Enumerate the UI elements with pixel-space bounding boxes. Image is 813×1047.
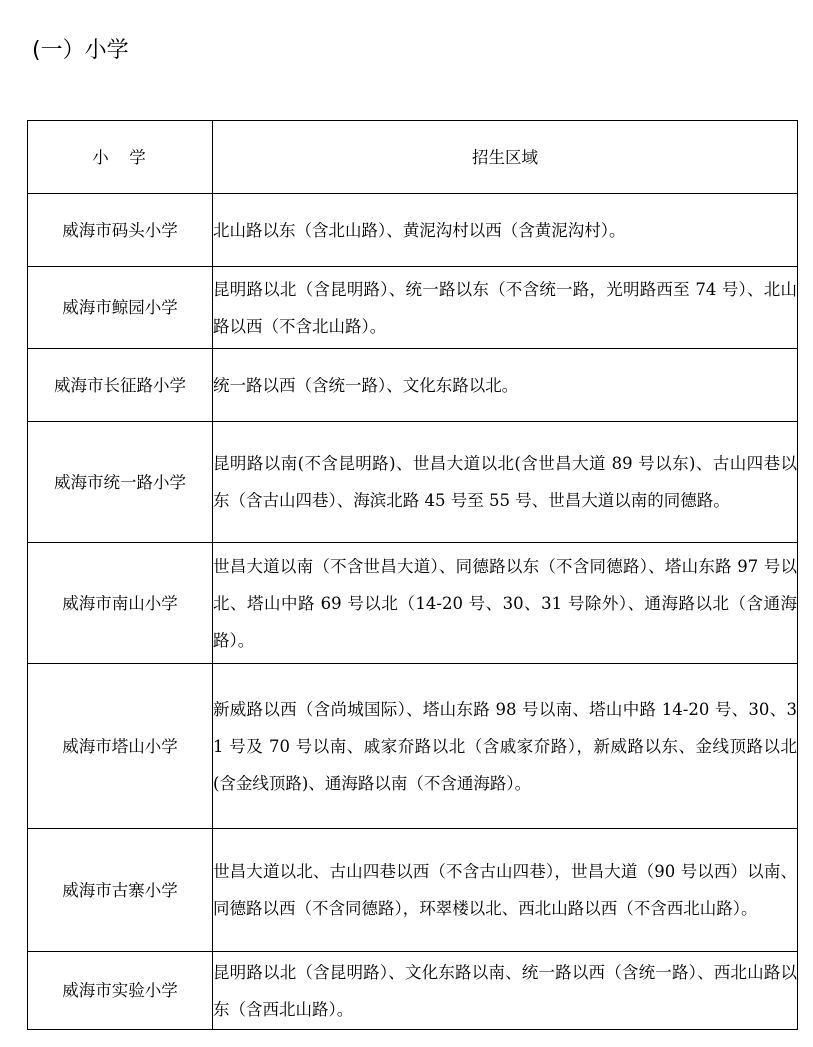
enrollment-area: 昆明路以北（含昆明路）、统一路以东（不含统一路，光明路西至 74 号）、北山路以西（不含北山路）。 (213, 267, 798, 349)
header-school: 小 学 (28, 121, 213, 194)
table-row (28, 267, 798, 349)
school-name: 威海市实验小学 (28, 952, 213, 1030)
school-name: 威海市塔山小学 (28, 664, 213, 829)
enrollment-area: 世昌大道以南（不含世昌大道）、同德路以东（不含同德路）、塔山东路 97 号以北、塔山中路 69 号以北（14-20 号、30、31 号除外）、通海路以北（含通海路）。 (213, 543, 798, 664)
enrollment-zone-table (27, 120, 798, 1030)
header-enrollment-area: 招生区域 (213, 121, 798, 194)
table-row (28, 422, 798, 543)
enrollment-area: 世昌大道以北、古山四巷以西（不含古山四巷），世昌大道（90 号以西）以南、同德路以西（不含同德路），环翠楼以北、西北山路以西（不含西北山路）。 (213, 829, 798, 952)
page-title: (一）小学 (32, 38, 129, 63)
school-name: 威海市码头小学 (28, 194, 213, 267)
school-name: 威海市鲸园小学 (28, 267, 213, 349)
school-name: 威海市长征路小学 (28, 349, 213, 422)
enrollment-area: 昆明路以北（含昆明路）、文化东路以南、统一路以西（含统一路）、西北山路以东（含西北山路）。 (213, 952, 798, 1030)
table-row (28, 952, 798, 1030)
table-row (28, 543, 798, 664)
table-row (28, 349, 798, 422)
school-name: 威海市古寨小学 (28, 829, 213, 952)
table-header-row (28, 121, 798, 194)
enrollment-area: 统一路以西（含统一路）、文化东路以北。 (213, 349, 798, 422)
table-row (28, 664, 798, 829)
enrollment-area: 北山路以东（含北山路）、黄泥沟村以西（含黄泥沟村）。 (213, 194, 798, 267)
school-name: 威海市南山小学 (28, 543, 213, 664)
school-name: 威海市统一路小学 (28, 422, 213, 543)
enrollment-area: 新威路以西（含尚城国际）、塔山东路 98 号以南、塔山中路 14-20 号、30、31 号及 70 号以南、戚家夼路以北（含戚家夼路），新威路以东、金线顶路以北(含金线顶路)、通海路以南（不含通海路）。 (213, 664, 798, 829)
enrollment-area: 昆明路以南(不含昆明路)、世昌大道以北(含世昌大道 89 号以东)、古山四巷以东（含古山四巷）、海滨北路 45 号至 55 号、世昌大道以南的同德路。 (213, 422, 798, 543)
table-row (28, 194, 798, 267)
table-row (28, 829, 798, 952)
